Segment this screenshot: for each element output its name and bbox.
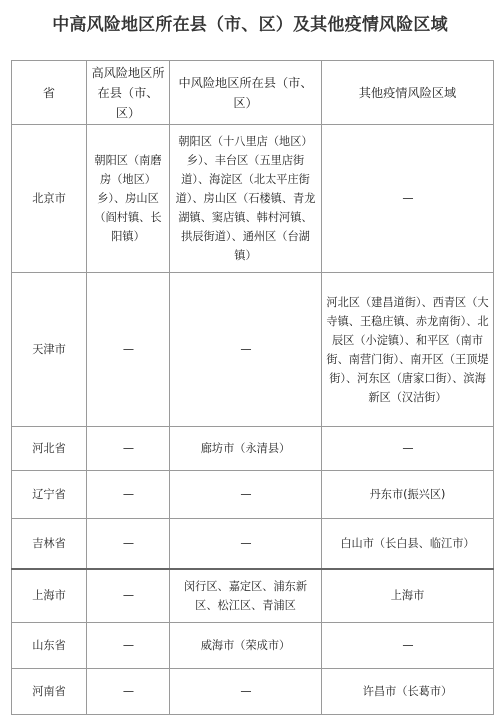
- table-header-row: [12, 61, 494, 125]
- cell-other-risk: 白山市（长白县、临江市）: [322, 519, 494, 569]
- table-row: [12, 569, 494, 623]
- cell-high-risk: 朝阳区（南磨房（地区）乡）、房山区（阎村镇、长阳镇）: [87, 125, 170, 273]
- table-row: [12, 623, 494, 669]
- cell-province: 北京市: [12, 125, 87, 273]
- table-row: [12, 427, 494, 471]
- cell-medium-risk: 闵行区、嘉定区、浦东新区、松江区、青浦区: [170, 569, 322, 623]
- cell-province: 河南省: [12, 669, 87, 715]
- cell-province: 天津市: [12, 273, 87, 427]
- header-province: 省: [12, 61, 87, 125]
- cell-other-risk: —: [322, 427, 494, 471]
- cell-medium-risk: 朝阳区（十八里店（地区）乡）、丰台区（五里店街道）、海淀区（北太平庄街道）、房山区（石楼镇、青龙湖镇、窦店镇、韩村河镇、拱辰街道）、通州区（台湖镇）: [170, 125, 322, 273]
- cell-medium-risk: 威海市（荣成市）: [170, 623, 322, 669]
- header-high-risk: 高风险地区所在县（市、区）: [87, 61, 170, 125]
- table-row: [12, 471, 494, 519]
- cell-high-risk: —: [87, 569, 170, 623]
- cell-other-risk: 丹东市(振兴区): [322, 471, 494, 519]
- cell-high-risk: —: [87, 669, 170, 715]
- cell-other-risk: —: [322, 623, 494, 669]
- document-title: 中高风险地区所在县（市、区）及其他疫情风险区域: [52, 15, 448, 35]
- header-other-risk: 其他疫情风险区域: [322, 61, 494, 125]
- cell-other-risk: 许昌市（长葛市）: [322, 669, 494, 715]
- table-row: [12, 125, 494, 273]
- cell-province: 山东省: [12, 623, 87, 669]
- cell-other-risk: 上海市: [322, 569, 494, 623]
- cell-high-risk: —: [87, 623, 170, 669]
- cell-other-risk: —: [322, 125, 494, 273]
- cell-other-risk: 河北区（建昌道街）、西青区（大寺镇、王稳庄镇、赤龙南街）、北辰区（小淀镇）、和平区（南市街、南营门街）、南开区（王顶堤街）、河东区（唐家口街）、滨海新区（汉沽街）: [322, 273, 494, 427]
- cell-medium-risk: —: [170, 669, 322, 715]
- risk-area-table: [11, 60, 494, 715]
- cell-medium-risk: —: [170, 273, 322, 427]
- table-row: [12, 669, 494, 715]
- cell-high-risk: —: [87, 427, 170, 471]
- cell-medium-risk: —: [170, 471, 322, 519]
- cell-province: 河北省: [12, 427, 87, 471]
- table-row: [12, 273, 494, 427]
- cell-medium-risk: 廊坊市（永清县）: [170, 427, 322, 471]
- cell-province: 上海市: [12, 569, 87, 623]
- cell-high-risk: —: [87, 273, 170, 427]
- cell-medium-risk: —: [170, 519, 322, 569]
- cell-high-risk: —: [87, 519, 170, 569]
- cell-province: 辽宁省: [12, 471, 87, 519]
- cell-high-risk: —: [87, 471, 170, 519]
- cell-province: 吉林省: [12, 519, 87, 569]
- table-row: [12, 519, 494, 569]
- header-medium-risk: 中风险地区所在县（市、区）: [170, 61, 322, 125]
